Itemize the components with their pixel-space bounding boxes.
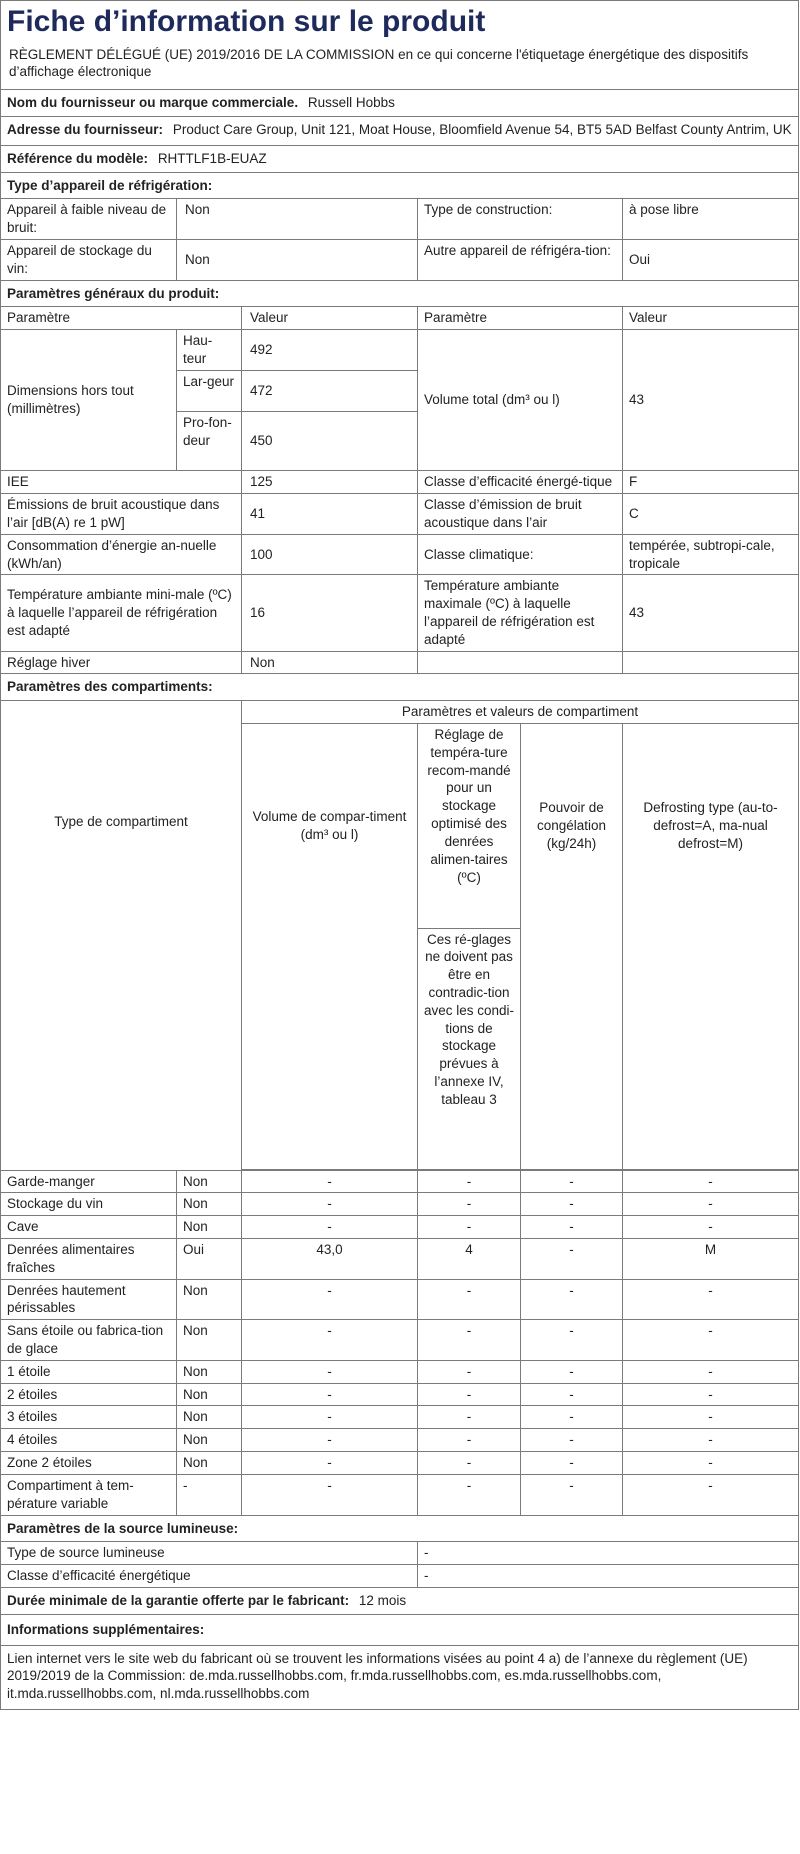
additional-heading-row xyxy=(1,1614,799,1645)
compartment-temperature: - xyxy=(418,1452,521,1475)
light-efficiency-class-value: - xyxy=(418,1565,799,1588)
compartment-present: Non xyxy=(177,1429,242,1452)
noise-emission-value: 41 xyxy=(242,494,418,535)
low-noise-value: Non xyxy=(177,199,418,240)
compartment-name: Denrées hautement périssables xyxy=(1,1279,177,1320)
title-row xyxy=(1,1,799,42)
appliance-type-heading: Type d’appareil de réfrigération: xyxy=(1,172,799,199)
light-class-row xyxy=(1,1565,799,1588)
supplier-name-value: Russell Hobbs xyxy=(307,95,395,111)
compartment-volume: - xyxy=(242,1193,418,1216)
footer-table xyxy=(0,1515,799,1711)
compartment-volume: - xyxy=(242,1360,418,1383)
compartment-row xyxy=(1,1216,799,1239)
supplier-address-label: Adresse du fournisseur: xyxy=(7,121,164,137)
warranty-row xyxy=(1,1587,799,1614)
compartment-volume: - xyxy=(242,1216,418,1239)
col-header-value-2: Valeur xyxy=(623,307,799,330)
supplier-name-label: Nom du fournisseur ou marque commerciale. xyxy=(7,95,299,111)
height-value: 492 xyxy=(242,330,418,371)
compartment-name: Zone 2 étoiles xyxy=(1,1452,177,1475)
compartment-row xyxy=(1,1474,799,1515)
compartment-defrost-type: - xyxy=(623,1170,799,1193)
compartment-volume: - xyxy=(242,1320,418,1361)
compartment-defrost-type: - xyxy=(623,1279,799,1320)
compartment-params-header: Paramètres et valeurs de compartiment xyxy=(242,701,799,724)
compartment-freezing-capacity: - xyxy=(521,1216,623,1239)
additional-info-heading: Informations supplémentaires: xyxy=(1,1614,799,1645)
depth-label: Pro-fon-deur xyxy=(177,412,242,471)
volume-header: Volume de compar-timent (dm³ ou l) xyxy=(242,724,418,929)
compartment-volume: - xyxy=(242,1452,418,1475)
dimensions-label: Dimensions hors tout (millimètres) xyxy=(1,330,177,471)
model-row xyxy=(1,145,799,172)
compartment-defrost-type: - xyxy=(623,1360,799,1383)
compartment-freezing-capacity: - xyxy=(521,1360,623,1383)
compartment-volume: 43,0 xyxy=(242,1238,418,1279)
wine-label: Appareil de stockage du vin: xyxy=(1,240,177,281)
compartment-present: Non xyxy=(177,1406,242,1429)
compartment-defrost-type: - xyxy=(623,1193,799,1216)
volume-value: 43 xyxy=(623,330,799,471)
compartment-freezing-capacity: - xyxy=(521,1279,623,1320)
compartment-defrost-type: - xyxy=(623,1474,799,1515)
light-type-row xyxy=(1,1542,799,1565)
col-header-param: Paramètre xyxy=(1,307,242,330)
winter-setting-label: Réglage hiver xyxy=(1,651,242,674)
regulation-text: RÈGLEMENT DÉLÉGUÉ (UE) 2019/2016 DE LA COMMISSION en ce qui concerne l'étiquetage énergétique des dispositifs d’affichage électronique xyxy=(1,42,799,90)
compartment-name: 3 étoiles xyxy=(1,1406,177,1429)
depth-value: 450 xyxy=(242,412,418,471)
warranty-value: 12 mois xyxy=(358,1592,407,1608)
wine-value: Non xyxy=(177,240,418,281)
width-value: 472 xyxy=(242,371,418,412)
compartment-name: Sans étoile ou fabrica-tion de glace xyxy=(1,1320,177,1361)
height-row xyxy=(1,330,799,371)
energy-consumption-label: Consommation d’énergie an-nuelle (kWh/an) xyxy=(1,534,242,575)
general-heading-row xyxy=(1,280,799,307)
additional-info-text: Lien internet vers le site web du fabricant où se trouvent les informations visées au point 4 a) de l’annexe du règlement (UE) 2019/2019 de la Commission: de.mda.russellhobbs.com, fr.mda.russellhobbs.com, es.mda.russellhobbs.com, it.mda.russellhobbs.com, nl.mda.russellhobbs.com xyxy=(1,1645,799,1709)
light-source-type-value: - xyxy=(418,1542,799,1565)
max-temp-label: Température ambiante maximale (ºC) à laquelle l’appareil de réfrigération est adapté xyxy=(418,575,623,651)
compartment-name: Stockage du vin xyxy=(1,1193,177,1216)
compartment-volume: - xyxy=(242,1279,418,1320)
iee-label: IEE xyxy=(1,471,242,494)
compartment-freezing-capacity: - xyxy=(521,1406,623,1429)
volume-label: Volume total (dm³ ou l) xyxy=(418,330,623,471)
light-source-heading: Paramètres de la source lumineuse: xyxy=(1,1515,799,1542)
compartment-freezing-capacity: - xyxy=(521,1474,623,1515)
compartment-row xyxy=(1,1193,799,1216)
wine-row xyxy=(1,240,799,281)
compartment-temperature: - xyxy=(418,1360,521,1383)
other-appliance-value: Oui xyxy=(623,240,799,281)
compartment-temperature: - xyxy=(418,1193,521,1216)
min-temp-label: Température ambiante mini-male (ºC) à laquelle l’appareil de réfrigération est adapté xyxy=(1,575,242,651)
additional-text-row xyxy=(1,1645,799,1709)
compartment-freezing-capacity: - xyxy=(521,1170,623,1193)
compartment-temperature: - xyxy=(418,1406,521,1429)
climate-class-label: Classe climatique: xyxy=(418,534,623,575)
compartment-name: Denrées alimentaires fraîches xyxy=(1,1238,177,1279)
compartment-row xyxy=(1,1320,799,1361)
compartment-present: Non xyxy=(177,1193,242,1216)
compartment-name: Cave xyxy=(1,1216,177,1239)
compartment-volume: - xyxy=(242,1170,418,1193)
compartment-temperature: - xyxy=(418,1170,521,1193)
compartment-row xyxy=(1,1429,799,1452)
col-header-value: Valeur xyxy=(242,307,418,330)
compartment-temperature: 4 xyxy=(418,1238,521,1279)
compartment-row xyxy=(1,1238,799,1279)
compartment-temperature: - xyxy=(418,1279,521,1320)
compartment-freezing-capacity: - xyxy=(521,1238,623,1279)
compartments-header-row-1 xyxy=(1,701,799,724)
iee-value: 125 xyxy=(242,471,418,494)
compartment-row xyxy=(1,1170,799,1193)
min-temp-value: 16 xyxy=(242,575,418,651)
compartment-freezing-capacity: - xyxy=(521,1193,623,1216)
compartments-heading: Paramètres des compartiments: xyxy=(1,674,799,701)
defrost-type-header: Defrosting type (au-to-defrost=A, ma-nual defrost=M) xyxy=(623,724,799,929)
compartments-table xyxy=(0,1170,799,1516)
height-label: Hau-teur xyxy=(177,330,242,371)
compartment-volume: - xyxy=(242,1429,418,1452)
construction-label: Type de construction: xyxy=(418,199,623,240)
noise-class-label: Classe d’émission de bruit acoustique dans l’air xyxy=(418,494,623,535)
model-value: RHTTLF1B-EUAZ xyxy=(157,150,267,166)
page-title: Fiche d’information sur le produit xyxy=(1,1,799,42)
compartment-present: Non xyxy=(177,1216,242,1239)
iee-row xyxy=(1,471,799,494)
compartment-volume: - xyxy=(242,1406,418,1429)
compartment-present: Non xyxy=(177,1170,242,1193)
compartment-row xyxy=(1,1406,799,1429)
supplier-address-value: Product Care Group, Unit 121, Moat House, Bloomfield Avenue 54, BT5 5AD Belfast County Antrim, UK xyxy=(172,121,792,137)
low-noise-row xyxy=(1,199,799,240)
compartment-present: Non xyxy=(177,1320,242,1361)
light-efficiency-class-label: Classe d’efficacité énergétique xyxy=(1,1565,418,1588)
winter-row xyxy=(1,651,799,674)
compartment-rows xyxy=(1,1170,799,1515)
warranty-label: Durée minimale de la garantie offerte par le fabricant: xyxy=(7,1592,350,1608)
energy-consumption-value: 100 xyxy=(242,534,418,575)
compartment-row xyxy=(1,1383,799,1406)
compartment-present: - xyxy=(177,1474,242,1515)
compartment-volume: - xyxy=(242,1383,418,1406)
compartment-present: Non xyxy=(177,1360,242,1383)
compartment-present: Oui xyxy=(177,1238,242,1279)
compartment-temperature: - xyxy=(418,1320,521,1361)
noise-emission-label: Émissions de bruit acoustique dans l’air [dB(A) re 1 pW] xyxy=(1,494,242,535)
compartment-name: Compartiment à tem-pérature variable xyxy=(1,1474,177,1515)
compartment-row xyxy=(1,1360,799,1383)
compartment-freezing-capacity: - xyxy=(521,1452,623,1475)
compartment-defrost-type: - xyxy=(623,1452,799,1475)
regulation-row xyxy=(1,42,799,90)
compartment-freezing-capacity: - xyxy=(521,1429,623,1452)
compartment-defrost-type: - xyxy=(623,1429,799,1452)
energy-row xyxy=(1,534,799,575)
compartment-temperature: - xyxy=(418,1429,521,1452)
width-label: Lar-geur xyxy=(177,371,242,412)
compartment-name: 4 étoiles xyxy=(1,1429,177,1452)
construction-value: à pose libre xyxy=(623,199,799,240)
compartments-heading-row xyxy=(1,674,799,701)
model-label: Référence du modèle: xyxy=(7,150,149,166)
compartment-row xyxy=(1,1452,799,1475)
max-temp-value: 43 xyxy=(623,575,799,651)
compartment-temperature: - xyxy=(418,1216,521,1239)
winter-setting-value: Non xyxy=(242,651,418,674)
compartment-defrost-type: M xyxy=(623,1238,799,1279)
appliance-type-heading-row xyxy=(1,172,799,199)
general-heading: Paramètres généraux du produit: xyxy=(1,280,799,307)
compartment-present: Non xyxy=(177,1452,242,1475)
supplier-name-row xyxy=(1,90,799,117)
compartment-type-header: Type de compartiment xyxy=(1,701,242,1169)
compartment-defrost-type: - xyxy=(623,1320,799,1361)
efficiency-class-label: Classe d’efficacité énergé-tique xyxy=(418,471,623,494)
compartment-volume: - xyxy=(242,1474,418,1515)
noise-class-value: C xyxy=(623,494,799,535)
light-heading-row xyxy=(1,1515,799,1542)
climate-class-value: tempérée, subtropi-cale, tropicale xyxy=(623,534,799,575)
compartment-defrost-type: - xyxy=(623,1216,799,1239)
compartment-present: Non xyxy=(177,1383,242,1406)
compartment-name: 2 étoiles xyxy=(1,1383,177,1406)
compartment-name: Garde-manger xyxy=(1,1170,177,1193)
compartment-name: 1 étoile xyxy=(1,1360,177,1383)
low-noise-label: Appareil à faible niveau de bruit: xyxy=(1,199,177,240)
compartment-freezing-capacity: - xyxy=(521,1320,623,1361)
freezing-capacity-header: Pouvoir de congélation (kg/24h) xyxy=(521,724,623,929)
supplier-address-row xyxy=(1,116,799,145)
efficiency-class-value: F xyxy=(623,471,799,494)
temperature-header: Réglage de tempéra-ture recom-mandé pour un stockage optimisé des denrées alimen-taires (ºC) xyxy=(418,724,521,929)
compartment-temperature: - xyxy=(418,1474,521,1515)
temperature-row xyxy=(1,575,799,651)
compartment-defrost-type: - xyxy=(623,1383,799,1406)
compartment-present: Non xyxy=(177,1279,242,1320)
compartment-freezing-capacity: - xyxy=(521,1383,623,1406)
compartment-row xyxy=(1,1279,799,1320)
light-source-type-label: Type de source lumineuse xyxy=(1,1542,418,1565)
other-appliance-label: Autre appareil de réfrigéra-tion: xyxy=(418,240,623,281)
compartment-defrost-type: - xyxy=(623,1406,799,1429)
col-header-param-2: Paramètre xyxy=(418,307,623,330)
temperature-note: Ces ré-glages ne doivent pas être en contradic-tion avec les condi-tions de stockage prévues à l’annexe IV, tableau 3 xyxy=(418,928,521,1169)
compartment-temperature: - xyxy=(418,1383,521,1406)
general-column-header-row xyxy=(1,307,799,330)
noise-row xyxy=(1,494,799,535)
